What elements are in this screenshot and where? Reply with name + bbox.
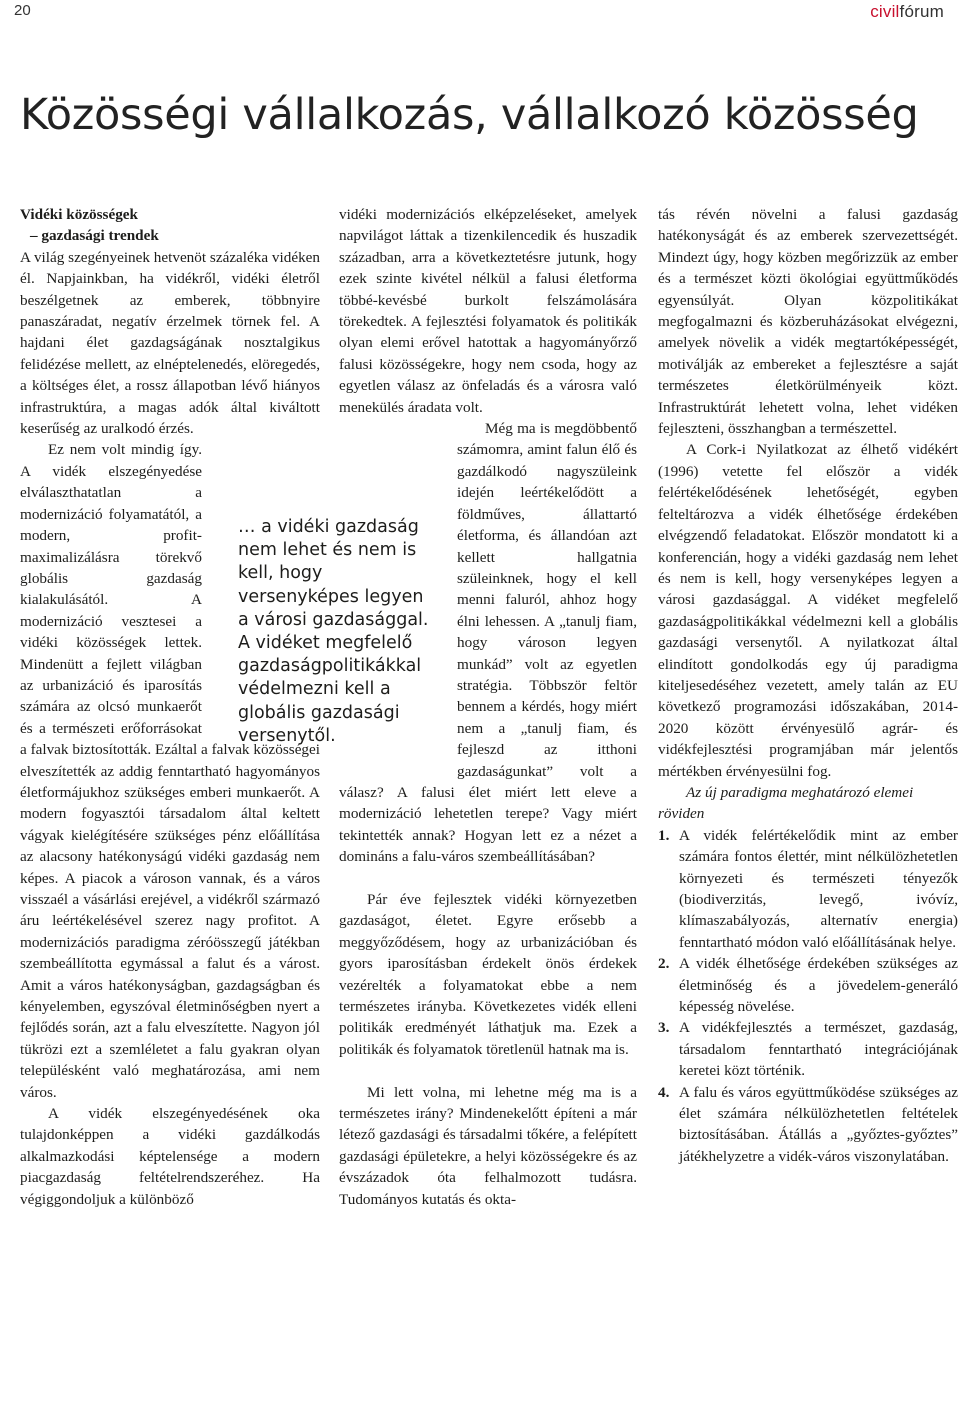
col3-paragraph-1: tás révén növelni a falusi gazdaság hatékonyságát és az emberek szervezettségét. Mindezt úgy, hogy közben megőrizzük az ember és a természet közti ökológiai együttműködés egyensúlyát. Olyan közpolitikákat megfogalmazni és közberuházásokat elvégezni, amelyek növelik a vidék megtartóképességét, motiválják az embereket a fejlesztésre a saját természetes életkörülményeik közt. Infrastruktúrát lehetett volna, lehet vidéken fejleszteni, összhangban a természettel. bbox=[658, 206, 958, 438]
brand-logo bbox=[870, 2, 944, 22]
list-item bbox=[658, 825, 958, 953]
col2-paragraph-2: Még ma is megdöbbentő számomra, amint falun élő és gazdálkodó nagyszüleink idején leértékelődött a földműves, állattartó életforma, és állandóan azt kellett hallgatnia szüleinknek, hogy el kell menni faluról, ahhoz hogy élni lehessen. A „tanulj fiam, hogy városon legyen munkád” volt az egyetlen stratégia. Többször feltör bennem a kérdés, hogy miért nem a „tanulj fiam, és fejleszd az itthoni gazdaságunkat” volt a válasz? A falusi élet miért lett eleve a modernizáció lehetetlen terepe? Vagy miért tekintették annak? Hogyan lett ez a nézet a domináns a falu-város szembeállításában? bbox=[339, 420, 637, 866]
page-number: 20 bbox=[14, 2, 31, 19]
pullquote-space-2 bbox=[339, 418, 457, 763]
subheading-line-2: – gazdasági trendek bbox=[30, 227, 159, 245]
article-title: Közösségi vállalkozás, vállalkozó közösség bbox=[20, 90, 919, 140]
list-item bbox=[658, 1082, 958, 1168]
paragraph-gap bbox=[339, 1060, 637, 1081]
list-item-text: A vidék felértékelődik mint az ember számára fontos élettér, mint nélkülözhetetlen környezeti és természeti tényezők (biodiverzitás, levegő, ivóvíz, klímaszabályozás, alternatív energia) fenntartható módon való előállításának helye. bbox=[679, 826, 958, 951]
list-item bbox=[658, 953, 958, 1017]
list-item-text: A vidék élhetősége érdekében szükséges az életminőség és a jövedelem-generáló képesség növelése. bbox=[679, 955, 958, 1016]
section-subheading bbox=[20, 204, 320, 247]
col2-paragraph-4: Mi lett volna, mi lehetne még ma is a természetes irány? Mindenekelőtt építeni a már létező gazdasági és társadalmi tőkére, a felépített gazdasági épületekre, a helyi közösségekre és az évszázadok óta felhalmozott tudásra. Tudományos kutatás és okta- bbox=[339, 1083, 637, 1208]
pull-quote: … a vidéki gazdaság nem lehet és nem is kell, hogy versenyképes legyen a városi gazdasággal. A vidéket megfelelő gazdaságpolitikákkal védelmezni kell a globális gazdasági versenytől. bbox=[238, 517, 429, 746]
paradigm-list bbox=[658, 825, 958, 1168]
column-2 bbox=[339, 204, 637, 1210]
list-item-number: 1. bbox=[658, 826, 670, 844]
brand-part-forum: fórum bbox=[899, 2, 944, 21]
col3-paragraph-2: A Cork-i Nyilatkozat az élhető vidékért (1996) vetette fel először a vidék felértékelődésének lehetőségét, egyben felteltározva a vidék élhetősége érdekében elvégzendő feladatokat. Először mondatott ki a konferencián, hogy a vidéki gazdaság nem lehet és nem is kell, hogy versenyképes legyen a városi gazdasággal. A vidéket megfelelő gazdaságpolitikákkal védelmezni kell a globális gazdasági versenytől. A nyilatkozat által elindított gondolkodás egy új paradigma kiteljesedéséhez vezetett, amely talán az EU következő programozási időszakában, 2014-2020 között érvényesülő agrár- és vidékfejlesztési programjában már jelentős mértékben érvényesülni fog. bbox=[658, 441, 958, 780]
col1-paragraph-1: A világ szegényeinek hetvenöt százaléka vidéken él. Napjainkban, ha vidékről, vidéki életről beszélgetnek az emberek, többnyire panaszáradat, negatív érzelmek törnek fel. A hajdani élet gazdagságának nosztalgikus felidézése mellett, az elnéptelenedés, elöregedés, a költséges élet, a rossz állapotban lévő hiányos infrastruktúra, a magas adók által kiváltott keserűség az uralkodó érzés. bbox=[20, 248, 320, 438]
paragraph-gap bbox=[339, 868, 637, 889]
column-3 bbox=[658, 204, 958, 1167]
list-item bbox=[658, 1017, 958, 1081]
list-heading: Az új paradigma meghatározó elemei röviden bbox=[658, 783, 914, 823]
col2-paragraph-1: vidéki modernizációs elképzeléseket, amelyek napvilágot láttak a tizenkilencedik és huszadik században, arra a következtetésre jutunk, hogy ezek szinte kivétel nélkül a falusi életforma többé-kevésbé burkolt felszámolására törekedtek. A fejlesztési folyamatok és politikák olyan elemi erővel hatottak a hagyományőrző falusi közösségekre, hogy nem csoda, hogy az egyetlen válasz az önfeladás és a városra való menekülés áradata volt. bbox=[339, 206, 637, 416]
list-item-text: A falu és város együttműködése szükséges az élet számára nélkülözhetetlen feltételek biztosításában. Átállás a „győztes-győztes” játékhelyzetre a vidék-város viszonylatában. bbox=[679, 1083, 958, 1165]
list-item-number: 4. bbox=[658, 1083, 670, 1101]
list-item-number: 3. bbox=[658, 1019, 670, 1037]
col2-paragraph-3: Pár éve fejlesztek vidéki környezetben gazdaságot, életet. Egyre erősebb a meggyőződésem, hogy az urbanizációban és gyors iparosításban érdekelt önös érdekek vezérelték a folyamatokat ebbe a nem természetes irányba. Következetes vidék elleni politikák eredményét láthatjuk ma. Ezek a politikák és folyamatok töretlenül hatnak ma is. bbox=[339, 890, 637, 1058]
col1-paragraph-3: A vidék elszegényedésének oka tulajdonképpen a vidéki gazdálkodás alkalmazkodási képtelensége a modern piacgazdaság feltételrendszeréhez. Ha végiggondoljuk a különböző bbox=[20, 1105, 320, 1208]
list-item-text: A vidékfejlesztés a természet, gazdaság, társadalom fenntartható integrációjának keretei közt történik. bbox=[679, 1019, 958, 1080]
col1-paragraph-2: Ez nem volt mindig így. A vidék elszegényedése elválaszthatatlan a modernizáció folyamatától, a modern, profit-maximalizálásra törekvő globális gazdaság kialakulásától. A modernizáció vesztesei a vidéki közösségek lettek. Mindenütt a fejlett világban az urbanizáció és iparosítás számára az olcsó munkaerőt és a természeti erőforrásokat a falvak biztosították. Ezáltal a falvak közösségei elveszítették az addig fenntartható hagyományos életformájukhoz szükséges emberi munkaerőt. A modern fogyasztói társadalom által keltett vágyak kielégítésére szükséges pénz előállítása az alacsony hatékonyságú vidéki gazdaság nem képes. A piacok a városon vannak, és a város visszaél a vásárlási erejével, a vidékről származó áru leértékelésével szerez nagy profitot. A modernizációs paradigma zéróösszegű játékban szembeállította egymással a falut és a várost. Amit a város hatékonyságban, gazdagságban és kényelemben, egyszóval életminőségben nyert a fejlődés során, azt a falu elveszítette. Nagyon jól tükrözi ezt a szemléletet a falu gyakran olyan településként való meghatározása, ami nem város. bbox=[20, 441, 320, 1101]
subheading-line-1: Vidéki közösségek bbox=[20, 206, 138, 223]
list-item-number: 2. bbox=[658, 955, 670, 973]
brand-part-civil: civil bbox=[870, 2, 900, 21]
